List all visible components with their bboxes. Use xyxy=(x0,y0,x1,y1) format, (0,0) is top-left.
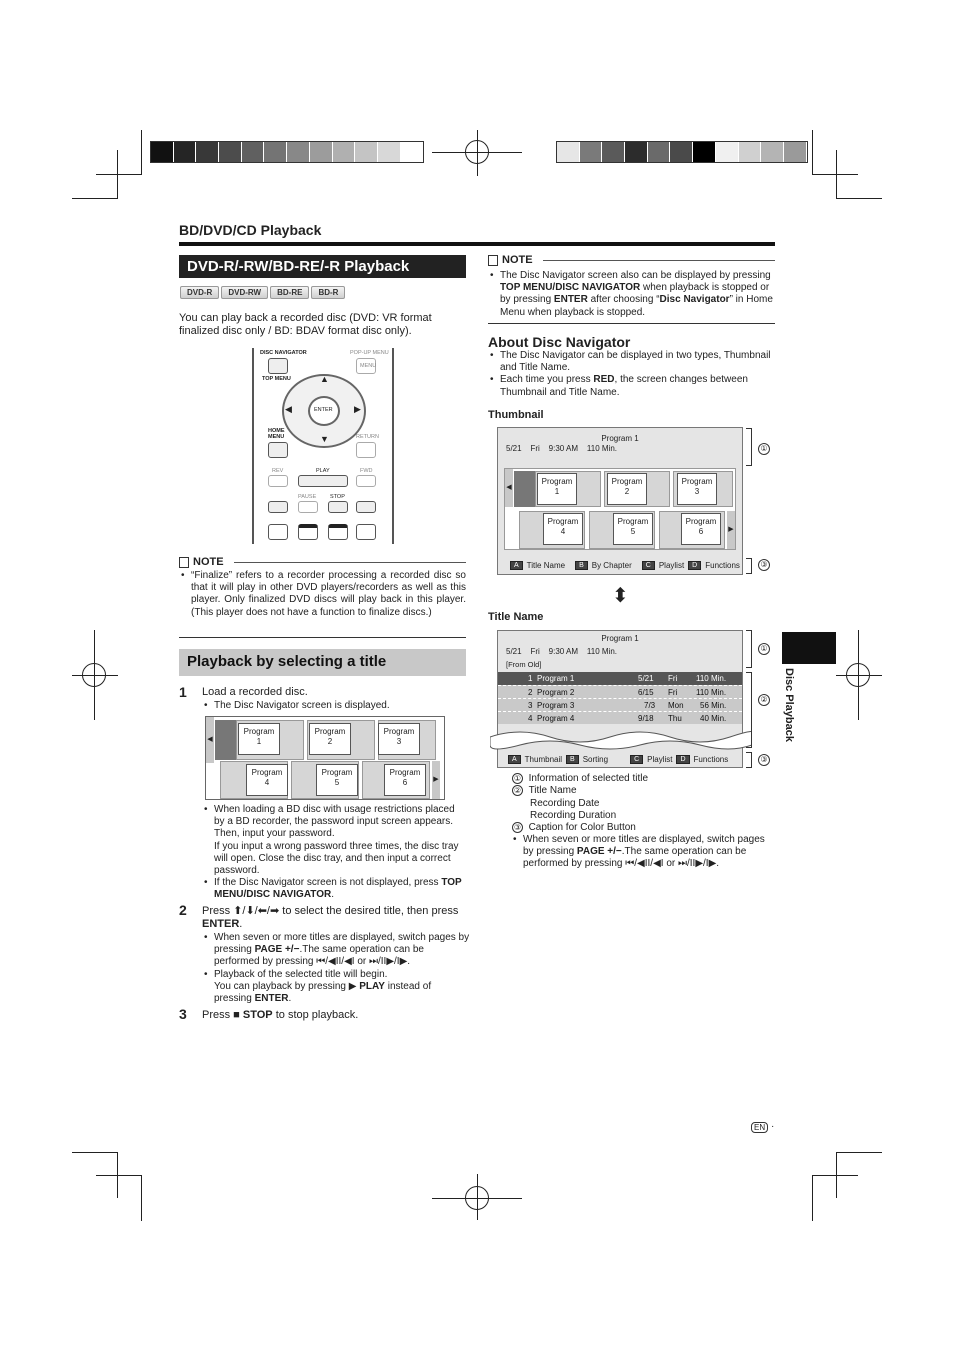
caption-label-c: Playlist xyxy=(658,561,685,570)
disc-badges xyxy=(180,286,347,299)
label-return: RETURN xyxy=(356,434,379,440)
step2-play-note: You can playback by pressing ▶ PLAY instead of pressing ENTER. xyxy=(214,981,432,1005)
color-swatch xyxy=(333,142,356,162)
arrow-left-icon: ◀ xyxy=(285,404,292,414)
label-stop: STOP xyxy=(330,494,345,500)
crop-mark xyxy=(812,130,813,174)
step1-text: Load a recorded disc. xyxy=(202,686,308,698)
badge-dvd-r: DVD-R xyxy=(180,286,219,299)
color-swatch xyxy=(264,142,287,162)
right-note-heading xyxy=(488,254,775,266)
crop-mark xyxy=(72,1152,118,1153)
step1-bullet-password: • When loading a BD disc with usage restrictions placed by a BD recorder, the password input screen appears. Then, input your password. xyxy=(202,804,468,841)
color-swatch xyxy=(401,142,424,162)
remote-illustration xyxy=(252,348,394,544)
crop-mark xyxy=(96,174,142,175)
skip-forward-button xyxy=(356,501,376,513)
thumb-program-6[interactable]: Program 6 xyxy=(681,513,721,545)
caption-key-b[interactable]: B xyxy=(566,755,579,764)
caption-key-d[interactable]: D xyxy=(676,755,689,764)
step-number-2: 2 xyxy=(179,902,187,918)
note-rule xyxy=(234,562,466,563)
bracket-info xyxy=(746,428,752,466)
note-list xyxy=(179,570,466,619)
registration-line xyxy=(477,130,478,176)
color-swatch xyxy=(693,142,716,162)
switch-arrow-icon: ⬍ xyxy=(612,585,629,607)
disc-navigator-thumbnail-small xyxy=(205,716,445,800)
stop-button xyxy=(328,501,348,513)
color-swatch xyxy=(625,142,648,162)
thumb-program-4[interactable]: Program 4 xyxy=(543,513,583,545)
caption-label-b: By Chapter xyxy=(591,561,632,570)
side-tab-block xyxy=(782,632,836,664)
caption-label-d: Functions xyxy=(693,755,729,764)
thumb-selected-edge xyxy=(514,471,536,507)
caption-key-c[interactable]: C xyxy=(642,561,655,570)
step1-sub xyxy=(202,700,470,712)
thumb-screen-info: 5/21 Fri 9:30 AM 110 Min. xyxy=(506,444,618,453)
color-swatch xyxy=(242,142,265,162)
page-dot: · xyxy=(771,1121,775,1132)
title-name-screen xyxy=(497,630,743,768)
color-button-a xyxy=(268,524,288,540)
color-swatch xyxy=(310,142,333,162)
label-play: PLAY xyxy=(316,468,330,474)
program-thumb-3[interactable]: Program 3 xyxy=(378,723,420,755)
label-rev: REV xyxy=(272,468,284,474)
scroll-left-icon: ◀ xyxy=(206,717,214,763)
note-label: NOTE xyxy=(193,556,224,568)
callout-3: ③ xyxy=(758,754,770,766)
callout-2: ② xyxy=(758,694,770,706)
caption-label-c: Playlist xyxy=(647,755,673,764)
thumb-program-2[interactable]: Program 2 xyxy=(607,473,647,505)
bracket-caption xyxy=(746,752,752,768)
caption-key-d[interactable]: D xyxy=(688,561,701,570)
program-thumb-2[interactable]: Program 2 xyxy=(309,723,351,755)
crop-mark xyxy=(836,1152,882,1153)
caption-key-a[interactable]: A xyxy=(510,561,523,570)
heading-dvd-playback: DVD-R/-RW/BD-RE/-R Playback xyxy=(179,255,466,278)
arrow-right-icon: ▶ xyxy=(354,404,361,414)
crop-mark xyxy=(72,198,118,199)
note-heading xyxy=(179,556,466,568)
step2-bullets xyxy=(202,932,470,981)
badge-bd-re: BD-RE xyxy=(270,286,309,299)
legend: ① Information of selected title ② Title Name Recording Date Recording Duration ③ Caption for Color Button xyxy=(513,773,649,834)
caption-label-b: Sorting xyxy=(582,755,609,764)
label-pause: PAUSE xyxy=(298,494,317,500)
thumb-program-5[interactable]: Program 5 xyxy=(613,513,653,545)
disc-navigator-button xyxy=(268,358,288,374)
color-swatch xyxy=(739,142,762,162)
step1-bullets-2 xyxy=(202,877,468,901)
caption-key-a[interactable]: A xyxy=(508,755,521,764)
caption-key-c[interactable]: C xyxy=(630,755,643,764)
title-screen-info: 5/21 Fri 9:30 AM 110 Min. xyxy=(506,647,618,656)
label-enter: ENTER xyxy=(314,407,333,413)
intro-text: You can play back a recorded disc (DVD: VR format finalized disc only / BD: BDAV format disc only). xyxy=(179,312,432,337)
bracket-info xyxy=(746,630,752,668)
caption-label-a: Title Name xyxy=(526,561,566,570)
color-button-c xyxy=(328,524,348,540)
crop-mark xyxy=(836,150,837,198)
crop-mark xyxy=(812,1175,858,1176)
about-item-red: • Each time you press RED, the screen changes between Thumbnail and Title Name. xyxy=(488,374,775,398)
about-heading: About Disc Navigator xyxy=(488,334,631,350)
about-list xyxy=(488,350,775,399)
color-swatch-strip xyxy=(150,141,424,163)
title-screen-title: Program 1 xyxy=(601,634,639,643)
color-button-d xyxy=(356,524,376,540)
color-swatch xyxy=(761,142,784,162)
program-thumb-4[interactable]: Program 4 xyxy=(246,764,288,796)
return-button xyxy=(356,442,376,458)
note-item: • “Finalize” refers to a recorder processing a recorded disc so that it will play in other DVD players/recorders as well as this player. Only finalized DVD discs will play back in this player. (This player does not have a function to finalize discs.) xyxy=(179,570,466,619)
note-icon xyxy=(488,255,498,266)
registration-line xyxy=(72,675,118,676)
label-menu: MENU xyxy=(360,363,377,369)
title-row-4[interactable]: 4 Program 4 9/18 Thu 40 Min. xyxy=(498,711,742,724)
label-home-menu: HOME MENU xyxy=(268,428,285,440)
registration-line xyxy=(858,630,859,720)
color-swatch xyxy=(378,142,401,162)
color-swatch xyxy=(174,142,197,162)
color-swatch xyxy=(219,142,242,162)
title-row-1[interactable]: 1 Program 1 5/21 Fri 110 Min. xyxy=(498,672,742,685)
program-thumb-6[interactable]: Program 6 xyxy=(384,764,426,796)
callout-3: ③ xyxy=(758,559,770,571)
fwd-button xyxy=(356,475,376,487)
crop-mark xyxy=(141,1175,142,1221)
title-name-label: Title Name xyxy=(488,611,544,623)
title-screen-sort: [From Old] xyxy=(506,660,542,669)
caption-key-b[interactable]: B xyxy=(575,561,588,570)
registration-line xyxy=(477,1174,478,1220)
step-number-3: 3 xyxy=(179,1006,187,1022)
side-tab-label: Disc Playback xyxy=(783,668,795,742)
color-swatch xyxy=(670,142,693,162)
thumbnail-screen xyxy=(497,427,743,575)
step1-bullet-navigator: • If the Disc Navigator screen is not displayed, press TOP MENU/DISC NAVIGATOR. xyxy=(202,877,468,901)
label-fwd: FWD xyxy=(360,468,373,474)
color-swatch xyxy=(355,142,378,162)
rev-button xyxy=(268,475,288,487)
divider xyxy=(488,323,775,324)
scroll-right-icon: ▶ xyxy=(727,511,735,549)
label-popup-menu: POP-UP MENU xyxy=(350,350,389,356)
color-swatch xyxy=(196,142,219,162)
badge-bd-r: BD-R xyxy=(311,286,345,299)
scroll-left-icon: ◀ xyxy=(505,469,513,507)
scroll-right-icon: ▶ xyxy=(432,761,440,799)
crop-mark xyxy=(812,174,858,175)
header-rule xyxy=(179,242,775,246)
step-number-1: 1 xyxy=(179,684,187,700)
step3-text: Press ■ STOP to stop playback. xyxy=(202,1009,359,1021)
legend-bullets xyxy=(511,834,775,871)
title-row-3[interactable]: 3 Program 3 7/3 Mon 56 Min. xyxy=(498,698,742,711)
color-swatch xyxy=(557,142,580,162)
note-icon xyxy=(179,557,189,568)
right-note-item: • The Disc Navigator screen also can be displayed by pressing TOP MENU/DISC NAVIGATOR when playback is stopped or by pressing ENTER after choosing “Disc Navigator” in Home Menu when playback is stopped. xyxy=(488,270,775,319)
color-swatch xyxy=(602,142,625,162)
heading-playback-select: Playback by selecting a title xyxy=(179,649,466,676)
pause-button xyxy=(298,501,318,513)
callout-1: ① xyxy=(758,643,770,655)
title-row-2[interactable]: 2 Program 2 6/15 Fri 110 Min. xyxy=(498,685,742,698)
thumb-program-1[interactable]: Program 1 xyxy=(537,473,577,505)
program-thumb-1[interactable]: Program 1 xyxy=(238,723,280,755)
crop-mark xyxy=(141,130,142,174)
color-swatch xyxy=(648,142,671,162)
legend-bullet-pages: • When seven or more titles are displayed, switch pages by pressing PAGE +/−.The same operation can be performed by pressing ⏮/◀II/◀I or ⏭/II▶/I▶. xyxy=(511,834,775,871)
divider xyxy=(179,637,466,638)
callout-1: ① xyxy=(758,443,770,455)
thumb-selected-edge xyxy=(215,720,237,760)
crop-mark xyxy=(117,1152,118,1198)
color-swatch xyxy=(716,142,739,162)
arrow-up-icon: ▲ xyxy=(320,374,329,384)
crop-mark xyxy=(812,1175,813,1221)
section-title: BD/DVD/CD Playback xyxy=(179,222,322,238)
color-swatch xyxy=(151,142,174,162)
right-note-list xyxy=(488,270,775,319)
color-swatch-strip xyxy=(556,141,808,163)
step1-bullets xyxy=(202,804,468,841)
arrow-down-icon: ▼ xyxy=(320,434,329,444)
crop-mark xyxy=(96,1175,142,1176)
label-top-menu: TOP MENU xyxy=(262,376,291,382)
step1-bullet-password-2: If you input a wrong password three times, the disc tray will open. Close the disc tray, and then input a correct password. xyxy=(214,841,459,877)
color-swatch xyxy=(287,142,310,162)
thumb-screen-title: Program 1 xyxy=(601,434,639,443)
step2-text: Press ⬆/⬇/⬅/➡ to select the desired title, then press ENTER. xyxy=(202,905,459,930)
home-menu-button xyxy=(268,442,288,458)
note-rule xyxy=(543,260,775,261)
wavy-break xyxy=(490,727,752,753)
color-swatch xyxy=(580,142,603,162)
play-button xyxy=(298,475,348,487)
step1-sub-item: • The Disc Navigator screen is displayed. xyxy=(202,700,470,712)
color-button-b xyxy=(298,524,318,540)
caption-label-a: Thumbnail xyxy=(524,755,563,764)
program-thumb-5[interactable]: Program 5 xyxy=(316,764,358,796)
badge-dvd-rw: DVD-RW xyxy=(221,286,268,299)
step2-bullet-playback: • Playback of the selected title will begin. xyxy=(202,969,470,981)
thumb-grid xyxy=(504,468,736,550)
title-caption-bar xyxy=(508,755,728,764)
step2-bullet-pages: • When seven or more titles are displayed, switch pages by pressing PAGE +/−.The same operation can be performed by pressing ⏮/◀II/◀I or ⏭/II▶/I▶. xyxy=(202,932,470,969)
bracket-caption xyxy=(746,558,752,574)
thumb-caption-bar xyxy=(510,561,740,570)
language-badge: EN xyxy=(751,1122,768,1133)
crop-mark xyxy=(117,150,118,198)
label-disc-navigator: DISC NAVIGATOR xyxy=(260,350,307,356)
crop-mark xyxy=(836,1152,837,1198)
bracket-titles xyxy=(746,672,752,748)
right-note-label: NOTE xyxy=(502,254,533,266)
skip-back-button xyxy=(268,501,288,513)
registration-line xyxy=(836,675,882,676)
thumbnail-label: Thumbnail xyxy=(488,409,544,421)
crop-mark xyxy=(836,198,882,199)
registration-line xyxy=(94,630,95,720)
thumb-program-3[interactable]: Program 3 xyxy=(677,473,717,505)
caption-label-d: Functions xyxy=(705,561,740,570)
about-item-types: • The Disc Navigator can be displayed in two types, Thumbnail and Title Name. xyxy=(488,350,775,374)
color-swatch xyxy=(784,142,807,162)
